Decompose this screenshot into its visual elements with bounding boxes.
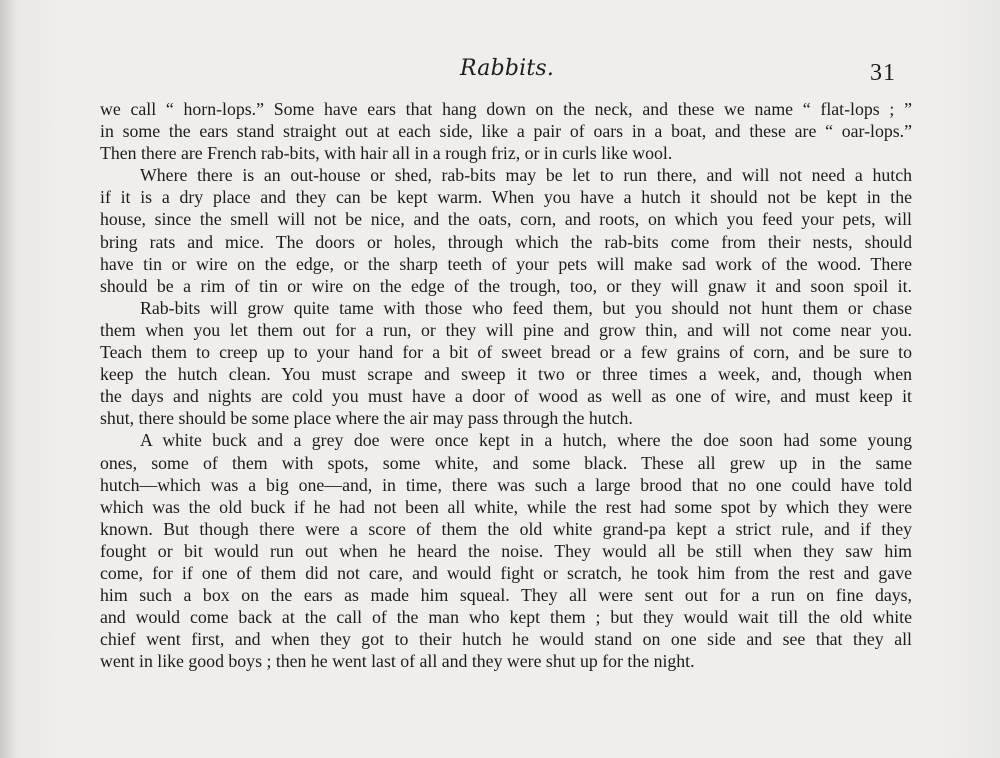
text-line: hutch—which was a big one—and, in time, there was such a large brood that no one could have told — [100, 474, 912, 495]
body-text — [100, 98, 912, 672]
text-line: went in like good boys ; then he went last of all and they were shut up for the night. — [100, 651, 695, 672]
text-line: and would come back at the call of the man who kept them ; but they would wait till the old white — [100, 607, 912, 628]
text-line: known. But though there were a score of them the old white grand-pa kept a strict rule, and if they — [100, 518, 912, 539]
text-line: come, for if one of them did not care, and would fight or scratch, he took him from the rest and gave — [100, 562, 912, 583]
text-line: A white buck and a grey doe were once kept in a hutch, where the doe soon had some young — [140, 430, 912, 451]
text-line: shut, there should be some place where the air may pass through the hutch. — [100, 408, 633, 429]
text-line: house, since the smell will not be nice, and the oats, corn, and roots, on which you feed your pets, will — [100, 209, 912, 230]
text-line: Where there is an out-house or shed, rab-bits may be let to run there, and will not need a hutch — [140, 165, 912, 186]
text-line: Then there are French rab-bits, with hair all in a rough friz, or in curls like wool. — [100, 143, 673, 164]
text-line: should be a rim of tin or wire on the edge of the trough, too, or they will gnaw it and soon spoil it. — [100, 275, 912, 296]
text-line: chief went first, and when they got to their hutch he would stand on one side and see that they all — [100, 629, 912, 650]
text-line: we call “ horn-lops.” Some have ears that hang down on the neck, and these we name “ flat-lops ; ” — [100, 99, 912, 119]
text-line: fought or bit would run out when he heard the noise. They would all be still when they saw him — [100, 540, 912, 561]
text-line: in some the ears stand straight out at each side, like a pair of oars in a boat, and these are “ oar-lops.” — [100, 121, 912, 142]
text-line: ones, some of them with spots, some white, and some black. These all grew up in the same — [100, 452, 912, 473]
text-line: Rab-bits will grow quite tame with those who feed them, but you should not hunt them or chase — [140, 297, 912, 318]
text-line: which was the old buck if he had not been all white, while the rest had some spot by which they were — [100, 496, 912, 517]
text-line: them when you let them out for a run, or they will pine and grow thin, and will not come near you. — [100, 319, 912, 340]
text-line: bring rats and mice. The doors or holes, through which the rab-bits come from their nests, should — [100, 231, 912, 252]
text-line: keep the hutch clean. You must scrape and sweep it two or three times a week, and, though when — [100, 364, 912, 385]
text-line: the days and nights are cold you must have a door of wood as well as one of wire, and must keep it — [100, 386, 912, 407]
page-number: 31 — [870, 60, 896, 86]
text-line: have tin or wire on the edge, or the sharp teeth of your pets will make sad work of the wood. There — [100, 253, 912, 274]
running-title: Rabbits. — [460, 56, 555, 81]
page-binding-edge — [0, 0, 14, 758]
text-line: if it is a dry place and they can be kept warm. When you have a hutch it should not be kept in the — [100, 187, 912, 208]
text-line: Teach them to creep up to your hand for a bit of sweet bread or a few grains of corn, and be sure to — [100, 342, 912, 363]
text-line: him such a box on the ears as made him squeal. They all were sent out for a run on fine days, — [100, 585, 912, 606]
